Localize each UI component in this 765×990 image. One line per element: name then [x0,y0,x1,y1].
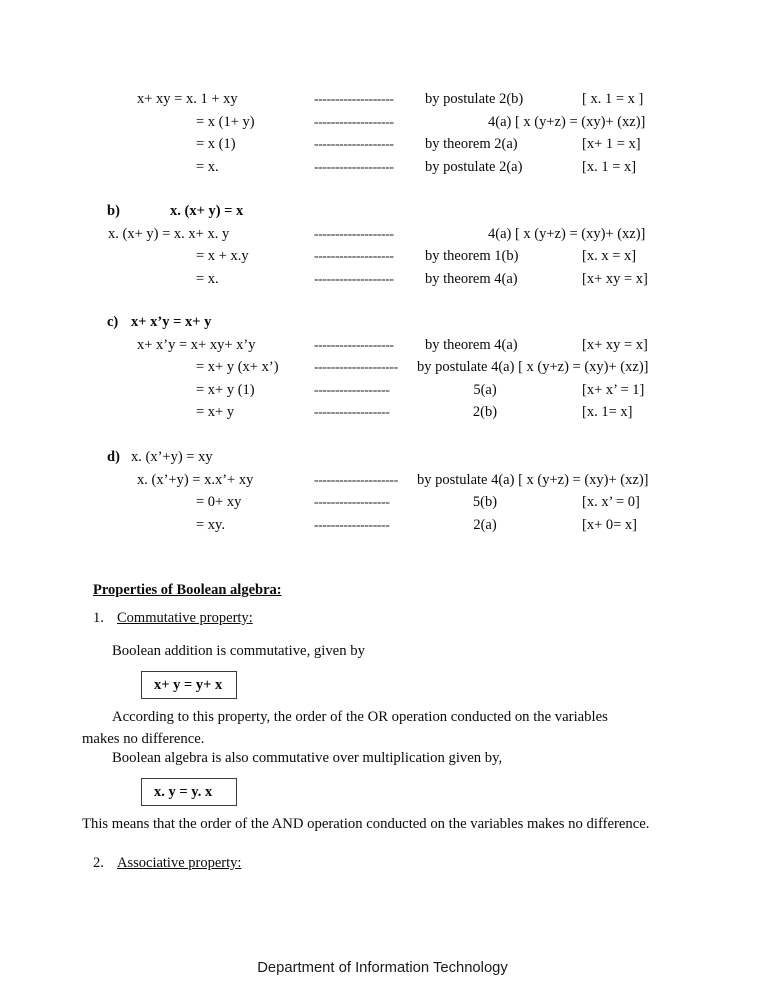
derivation-justification: by theorem 1(b) [425,248,519,264]
page-footer: Department of Information Technology [257,960,508,976]
derivation-dash-separator: ------------------- [314,136,394,151]
derivation-expression: = x+ y (x+ x’) [196,359,279,375]
derivation-row [0,223,765,246]
derivation-row [0,88,765,111]
properties-section-title: Properties of Boolean algebra: [93,582,282,598]
derivation-identity-note: [x+ 0= x] [582,516,638,533]
derivation-justification: by postulate 4(a) [ x (y+z) = (xy)+ (xz)] [417,471,649,488]
derivation-identity-note: [x+ x’ = 1] [582,381,645,398]
derivation-row [0,379,765,402]
derivation-expression: = x (1) [196,136,236,152]
list-label-2-suffix: : [237,855,242,871]
derivation-dash-separator: ------------------- [314,270,394,286]
derivation-dash-separator: ------------------- [314,91,394,106]
derivation-justification: 4(a) [ x (y+z) = (xy)+ (xz)] [488,225,646,242]
derivation-row [0,111,765,134]
derivation-identity-note: [ x. 1 = x ] [582,91,644,107]
derivation-identity-note: [x. 1= x] [582,404,633,420]
list-label-1 [117,610,253,627]
derivation-label-d: d) [107,449,120,465]
derivation-dash-separator: ------------------ [314,381,390,397]
derivation-dash-separator: ------------------ [314,516,390,532]
derivation-expression: x+ xy = x. 1 + xy [137,91,238,107]
derivation-heading-d [0,446,765,469]
derivation-expression: = x + x.y [196,248,249,264]
derivation-justification: 4(a) [ x (y+z) = (xy)+ (xz)] [488,113,646,130]
derivation-identity-note: [x+ xy = x] [582,336,648,353]
paragraph-and-operation-order: This means that the order of the AND operation conducted on the variables makes no difference. [82,816,650,832]
derivation-row [0,401,765,424]
derivation-heading-b [0,200,765,223]
derivation-dash-separator: ------------------ [314,494,390,509]
derivation-dash-separator: ------------------- [314,113,394,129]
derivation-statement-d: x. (x’+y) = xy [131,449,213,465]
derivation-justification: by postulate 4(a) [ x (y+z) = (xy)+ (xz)] [417,359,649,375]
derivation-expression: = x (1+ y) [196,113,255,130]
derivation-statement-c: x+ x’y = x+ y [131,314,212,330]
derivation-row [0,514,765,537]
derivation-justification: by theorem 2(a) [425,136,518,152]
derivation-block-b [0,200,765,287]
derivation-justification: by postulate 2(a) [425,158,523,175]
derivation-justification: by postulate 2(b) [425,91,524,107]
derivation-dash-separator: -------------------- [314,359,398,374]
list-label-2 [117,855,241,872]
derivation-statement-b: x. (x+ y) = x [170,203,244,219]
derivation-identity-note: [x. x’ = 0] [582,494,640,510]
derivation-label-c: c) [107,314,119,330]
derivation-row [0,156,765,179]
derivation-expression: = x. [196,270,219,287]
formula-box-addition-commutative: x+ y = y+ x [141,671,237,699]
derivation-justification: 2(b) [472,404,498,420]
derivation-expression: = xy. [196,516,225,533]
derivation-row [0,469,765,492]
paragraph-multiplication-commutative: Boolean algebra is also commutative over multiplication given by, [112,750,503,766]
derivation-identity-note: [x+ xy = x] [582,270,648,287]
derivation-row [0,268,765,291]
derivation-dash-separator: ------------------- [314,158,394,174]
derivation-heading-c [0,311,765,334]
derivation-justification: by theorem 4(a) [425,336,518,353]
derivation-expression: = x. [196,158,219,175]
list-item-associative-property [93,855,242,923]
derivation-expression: x. (x’+y) = x.x’+ xy [137,471,254,488]
formula-box-multiplication-commutative: x. y = y. x [141,778,237,806]
derivation-expression: x. (x+ y) = x. x+ x. y [108,225,230,242]
derivation-identity-note: [x. 1 = x] [582,158,637,175]
list-index-2: 2. [93,855,104,871]
derivation-row [0,334,765,357]
derivation-block-d [0,446,765,533]
list-label-2-text: Associative property [117,855,238,871]
derivation-label-b: b) [107,203,120,219]
derivation-dash-separator: ------------------- [314,248,394,263]
list-index-1: 1. [93,610,104,626]
derivation-dash-separator: ------------------- [314,336,394,352]
derivation-justification: by theorem 4(a) [425,270,518,287]
paragraph-boolean-addition-commutative: Boolean addition is commutative, given by [112,643,365,659]
list-label-1-suffix: : [248,610,253,626]
derivation-justification: 5(b) [472,494,498,510]
derivation-identity-note: [x. x = x] [582,248,637,264]
derivation-block-c [0,311,765,420]
derivation-identity-note: [x+ 1 = x] [582,136,641,152]
list-label-1-text: Commutative property [117,610,249,626]
derivation-row [0,356,765,379]
derivation-row [0,245,765,268]
derivation-expression: x+ x’y = x+ xy+ x’y [137,336,256,353]
derivation-row [0,133,765,156]
derivation-expression: = x+ y (1) [196,381,255,398]
paragraph-or-operation-order: According to this property, the order of the OR operation conducted on the variables makes no difference. [82,709,608,747]
derivation-dash-separator: ------------------ [314,404,390,419]
derivation-dash-separator: -------------------- [314,471,398,487]
derivation-expression: = x+ y [196,404,235,420]
derivation-justification: 2(a) [473,516,497,533]
derivation-justification: 5(a) [473,381,497,398]
derivation-expression: = 0+ xy [196,494,242,510]
derivation-dash-separator: ------------------- [314,225,394,241]
derivation-row [0,491,765,514]
